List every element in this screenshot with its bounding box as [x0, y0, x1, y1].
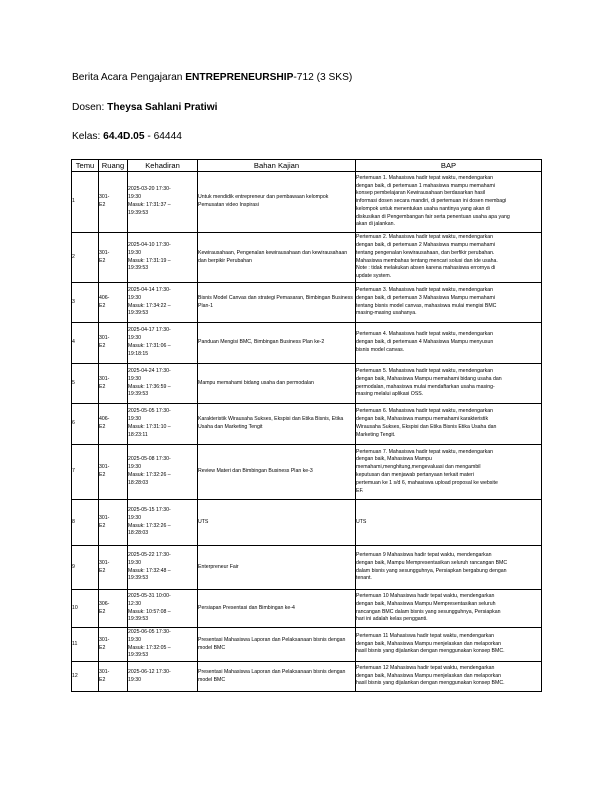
cell-line: 19:30 [128, 559, 141, 566]
cell-line: 19:18:15 [128, 350, 149, 357]
cell-line: pertemuan ke 1 s/d 6, mahasiswa upload proposal ke website [356, 479, 498, 486]
cell-line: 301- [99, 636, 110, 643]
table-row [72, 172, 542, 233]
cell-kehadiran [128, 364, 198, 404]
cell-temu: 6 [72, 404, 99, 445]
cell-line: E2 [99, 472, 106, 478]
cell-line: 19:30 [128, 416, 141, 423]
cell-kehadiran [128, 404, 198, 445]
cell-line: Masuk: 17:32:26 – [128, 522, 171, 529]
cell-temu: 3 [72, 283, 99, 323]
cell-temu: 9 [72, 546, 99, 590]
cell-line: UTS [356, 518, 367, 525]
cell-line: hasil bisnis yang dijalankan dengan menggunakan konsep BMC. [356, 680, 505, 687]
cell-line: 19:39:53 [128, 265, 149, 272]
cell-ruang [99, 662, 128, 692]
cell-bap [356, 283, 542, 323]
cell-line: Masuk: 17:34:22 – [128, 302, 171, 309]
cell-line: Pertemuan 1. Mahasiswa hadir tepat waktu, mendengarkan [356, 174, 493, 181]
table-row [72, 546, 542, 590]
cell-line: 301- [99, 668, 110, 675]
cell-line: Masuk: 17:31:10 – [128, 424, 171, 430]
cell-kehadiran [128, 323, 198, 364]
cell-ruang [99, 546, 128, 590]
cell-line: Pertemuan 6. Mahasiswa hadir tepat waktu, mendengarkan [356, 408, 493, 415]
cell-line: dengan baik, di pertemuan 3 Mahasiswa Mampu memahami [356, 294, 495, 301]
cell-line: 19:30 [128, 375, 141, 382]
cell-kehadiran [128, 628, 198, 662]
cell-temu: 2 [72, 233, 99, 283]
cell-line: 2025-06-12 17:30- [128, 668, 171, 675]
cell-line: 19:30 [128, 464, 141, 471]
cell-ruang [99, 445, 128, 500]
cell-line: 2025-03-20 17:30- [128, 186, 171, 193]
cell-line: Pertemuan 10 Mahasiswa hadir tepat waktu, mendengarkan [356, 592, 495, 599]
cell-line: 19:39:53 [128, 209, 149, 216]
cell-line: Note : tidak melakukan absen karena mahasiswa errornya di [356, 265, 496, 272]
header-bap: BAP [356, 160, 542, 172]
cell-kehadiran [128, 500, 198, 546]
cell-ruang [99, 404, 128, 445]
cell-kehadiran [128, 172, 198, 233]
cell-line: Pertemuan 4. Mahasiswa hadir tepat waktu, mendengarkan [356, 331, 493, 338]
cell-line: E2 [99, 202, 106, 208]
cell-line: 18:23:11 [128, 431, 148, 438]
cell-temu: 11 [72, 628, 99, 662]
cell-line: E2 [99, 676, 106, 683]
cell-line: 301- [99, 249, 110, 256]
class-line [72, 131, 182, 142]
cell-line: 19:39:53 [128, 575, 149, 582]
cell-line: permodalan, mahasiswa mulai mendaftarkan usaha masing- [356, 383, 495, 390]
cell-ruang [99, 628, 128, 662]
cell-temu: 8 [72, 500, 99, 546]
cell-line: masing-masing usahanya. [356, 310, 417, 317]
cell-line: 19:30 [128, 335, 141, 342]
table-row [72, 500, 542, 546]
cell-bap [356, 590, 542, 628]
cell-bahan-kajian: Presentasi Mahasiswa Laporan dan Pelaksanaan bisnis dengan model BMC [198, 628, 356, 662]
cell-line: 301- [99, 514, 110, 521]
cell-line: Masuk: 17:31:19 – [128, 257, 171, 264]
cell-line: dengan baik, di pertemuan 4 Mahasiswa Mampu menyusun [356, 339, 494, 346]
cell-ruang [99, 590, 128, 628]
cell-line: E2 [99, 302, 106, 309]
cell-ruang [99, 233, 128, 283]
cell-line: diskusikan di Pengembangan fair serta penentuan usaha apa yang [356, 213, 510, 220]
table-row [72, 590, 542, 628]
cell-line: 19:30 [128, 249, 141, 256]
cell-line: E2 [99, 383, 106, 390]
cell-line: Pertemuan 2. Mahasiswa hadir tepat waktu, mendengarkan [356, 234, 493, 241]
table-row [72, 283, 542, 323]
cell-line: 301- [99, 194, 110, 201]
cell-bap [356, 546, 542, 590]
cell-kehadiran [128, 590, 198, 628]
cell-bap [356, 404, 542, 445]
cell-line: Masuk: 17:36:59 – [128, 383, 171, 390]
cell-bahan-kajian: Untuk mendidik entrepreneur dan pembawaan kelompok Pemusatan video Inspirasi [198, 172, 356, 233]
cell-bap [356, 233, 542, 283]
cell-line: 19:30 [128, 676, 141, 683]
cell-line: dengan baik, Mahasiswa Mampu menjelaskan dan melaporkan [356, 672, 502, 679]
cell-kehadiran [128, 546, 198, 590]
cell-bahan-kajian: UTS [198, 500, 356, 546]
cell-line: 2025-05-05 17:30- [128, 408, 171, 415]
cell-line: masing melalui aplikasi OSS. [356, 391, 424, 398]
cell-line: konsep pembelajaran Kewirausahaan berdasarkan hasil [356, 190, 486, 197]
cell-temu: 1 [72, 172, 99, 233]
lecturer-label: Dosen: [72, 102, 108, 113]
cell-ruang [99, 323, 128, 364]
cell-line: dengan baik, di pertemuan 1 mahasiswa mampu memahami [356, 182, 495, 189]
cell-line: hasil bisnis yang dijalankan dengan menggunakan konsep BMC. [356, 648, 505, 655]
cell-line: Masuk: 17:32:48 – [128, 567, 171, 574]
cell-line: 2025-04-24 17:30- [128, 367, 171, 374]
cell-line: akan di jalankan. [356, 221, 395, 228]
cell-line: 2025-05-08 17:30- [128, 456, 171, 463]
cell-line: dengan baik, Mampu Mempresentasikan seluruh rancangan BMC [356, 559, 508, 566]
cell-temu: 12 [72, 662, 99, 692]
cell-ruang [99, 283, 128, 323]
cell-temu: 4 [72, 323, 99, 364]
table-row [72, 662, 542, 692]
cell-line: keputusan dan menjawab pertanyaan terkait materi [356, 472, 474, 478]
cell-line: E2 [99, 343, 106, 349]
cell-bahan-kajian: Bisnis Model Canvas dan strategi Pemasaran, Bimbingan Business Plan-1 [198, 283, 356, 323]
cell-line: 19:39:53 [128, 652, 149, 659]
cell-line: 2025-05-31 10:00- [128, 592, 171, 599]
cell-line: 301- [99, 464, 110, 471]
cell-line: Masuk: 17:32:26 – [128, 472, 171, 478]
cell-bap [356, 445, 542, 500]
cell-line: 301- [99, 335, 110, 342]
cell-line: 19:30 [128, 636, 141, 643]
cell-line: dengan baik, Mahasiswa mampu memahami karakteristik [356, 416, 489, 423]
class-code: 64.4D.05 [103, 131, 145, 142]
cell-bap [356, 500, 542, 546]
cell-kehadiran [128, 283, 198, 323]
cell-line: Masuk: 17:31:06 – [128, 343, 171, 349]
cell-bap [356, 323, 542, 364]
cell-temu: 10 [72, 590, 99, 628]
cell-line: 12:30 [128, 600, 141, 607]
header-bahan-kajian: Bahan Kajian [198, 160, 356, 172]
cell-bap [356, 628, 542, 662]
cell-ruang [99, 172, 128, 233]
table-row [72, 323, 542, 364]
cell-temu: 5 [72, 364, 99, 404]
cell-line: Pertemuan 11 Mahasiswa hadir tepat waktu, mendengarkan [356, 632, 495, 639]
attendance-table [71, 159, 542, 692]
cell-line: informasi dosen secara mandiri, di pertemuan ini dosen membagi [356, 198, 507, 205]
cell-line: dengan baik, Mahasiswa Mampu Mempresentasikan seluruh [356, 600, 496, 607]
cell-line: 19:39:53 [128, 391, 149, 398]
cell-temu: 7 [72, 445, 99, 500]
table-row [72, 628, 542, 662]
cell-line: bisnis model canvas. [356, 346, 405, 353]
cell-line: dengan baik, di pertemuan 2 Mahasiswa mampu memahami [356, 241, 495, 248]
cell-line: E2 [99, 424, 106, 430]
cell-line: Pertemuan 12 Mahasiswa hadir tepat waktu, mendengarkan [356, 664, 495, 671]
cell-line: dalam bisnis yang sesungguhnya, Persiapkan bergabung dengan [356, 567, 507, 574]
cell-line: EF. [356, 487, 364, 494]
cell-line: Masuk: 17:31:37 – [128, 202, 171, 208]
cell-line: update system. [356, 273, 392, 280]
cell-ruang [99, 500, 128, 546]
cell-line: dengan baik, Mahasiswa Mampu memahami bidang usaha dan [356, 375, 502, 382]
cell-line: rancangan BMC dalam bisnis yang sesungguhnya, Persiapkan [356, 608, 501, 615]
cell-line: tentang pengenalan kewirausahaan, dan berfikir perubahan. [356, 249, 495, 256]
class-number: - 64444 [144, 131, 182, 142]
cell-line: E2 [99, 608, 106, 615]
table-row [72, 445, 542, 500]
cell-bap [356, 364, 542, 404]
cell-line: Wirausaha Sukses, Ekspisi dan Etika Bisnis Etika Usaha dan [356, 424, 497, 430]
cell-line: dengan baik, Mahasiswa Mampu [356, 456, 432, 463]
cell-line: Pertemuan 9 Mahasiswa hadir tepat waktu, mendengarkan [356, 551, 492, 558]
cell-ruang [99, 364, 128, 404]
course-name: ENTREPRENEURSHIP [185, 72, 294, 83]
cell-line: memahami,menghitung,mengevaluasi dan mengambil [356, 464, 481, 471]
cell-line: tenant. [356, 575, 372, 582]
cell-line: Pertemuan 5. Mahasiswa hadir tepat waktu, mendengarkan [356, 367, 493, 374]
cell-line: Marketing Tengit. [356, 431, 396, 438]
cell-line: 19:39:53 [128, 616, 149, 623]
cell-bahan-kajian: Presentasi Mahasiswa Laporan dan Pelaksanaan bisnis dengan model BMC [198, 662, 356, 692]
class-label: Kelas: [72, 131, 104, 142]
cell-line: Pertemuan 3. Mahasiswa hadir tepat waktu, mendengarkan [356, 286, 493, 293]
course-code: -712 (3 SKS) [293, 72, 353, 83]
title-prefix: Berita Acara Pengajaran [72, 72, 186, 83]
header-temu: Temu [72, 160, 99, 172]
cell-line: 2025-05-15 17:30- [128, 506, 171, 513]
cell-line: 19:30 [128, 194, 141, 201]
cell-bahan-kajian: Persiapan Presentasi dan Bimbingan ke-4 [198, 590, 356, 628]
lecturer-line [72, 102, 218, 113]
cell-line: 2025-05-22 17:30- [128, 551, 171, 558]
cell-line: 19:30 [128, 514, 141, 521]
cell-line: E2 [99, 567, 106, 574]
cell-bahan-kajian: Mampu memahami bidang usaha dan permodalan [198, 364, 356, 404]
table-row [72, 404, 542, 445]
cell-kehadiran [128, 445, 198, 500]
cell-line: kelompok untuk menentukan usaha nantinya yang akan di [356, 205, 490, 212]
cell-line: 19:30 [128, 294, 141, 301]
cell-line: 2025-04-17 17:30- [128, 327, 171, 334]
cell-bahan-kajian: Karakteristik Wirausaha Sukses, Ekspisi dan Etika Bisnis, Etika Usaha dan Marketing Tengit [198, 404, 356, 445]
cell-kehadiran [128, 233, 198, 283]
cell-bap [356, 172, 542, 233]
cell-line: 406- [99, 294, 110, 301]
cell-line: 2025-04-14 17:30- [128, 286, 171, 293]
table-row [72, 233, 542, 283]
cell-line: hari ini adalah kelas pengganti. [356, 616, 428, 623]
cell-line: 18:28:03 [128, 479, 149, 486]
cell-bahan-kajian: Kewirausahaan, Pengenalan kewirausahaan dan kewirausahaan dan berpikir Perubahan [198, 233, 356, 283]
cell-line: 18:28:03 [128, 530, 149, 537]
cell-line: tentang bisnis model canvas, mahasiswa mulai mengisi BMC [356, 302, 497, 309]
cell-line: 2025-04-10 17:30- [128, 241, 171, 248]
table-row [72, 364, 542, 404]
cell-line: 301- [99, 559, 110, 566]
cell-line: Masuk: 17:32:05 – [128, 644, 171, 651]
cell-line: dengan baik, Mahasiswa Mampu menjelaskan dan melaporkan [356, 640, 502, 647]
document-title [72, 72, 352, 83]
cell-line: 19:39:53 [128, 310, 149, 317]
cell-bahan-kajian: Review Materi dan Bimbingan Business Plan ke-3 [198, 445, 356, 500]
lecturer-name: Theysa Sahlani Pratiwi [107, 102, 218, 113]
cell-line: Masuk: 10:57:08 – [128, 608, 171, 615]
cell-bahan-kajian: Enterpreneur Fair [198, 546, 356, 590]
cell-line: Mahasiswa membahas tentang mencari solusi dan ide usaha. [356, 257, 498, 264]
header-kehadiran: Kehadiran [128, 160, 198, 172]
cell-bahan-kajian: Panduan Mengisi BMC, Bimbingan Business Plan ke-2 [198, 323, 356, 364]
cell-line: Pertemuan 7. Mahasiswa hadir tepat waktu, mendengarkan [356, 448, 493, 455]
cell-bap [356, 662, 542, 692]
cell-kehadiran [128, 662, 198, 692]
cell-line: 2025-06-05 17:30- [128, 628, 171, 635]
cell-line: E2 [99, 644, 106, 651]
cell-line: E2 [99, 522, 106, 529]
cell-line: 406- [99, 416, 110, 423]
cell-line: 306- [99, 600, 110, 607]
cell-line: 301- [99, 375, 110, 382]
table-header-row [72, 160, 542, 172]
header-ruang: Ruang [99, 160, 128, 172]
cell-line: E2 [99, 257, 106, 264]
